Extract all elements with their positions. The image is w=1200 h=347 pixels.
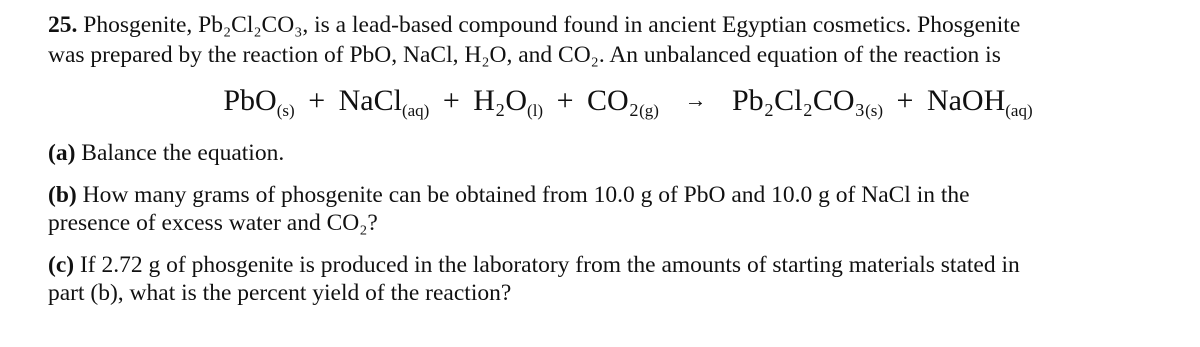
- part-b-line-1: How many grams of phosgenite can be obtained from 10.0 g of PbO and 10.0 g of NaCl in the: [82, 182, 970, 208]
- part-b-line-2: presence of excess water and CO₂?: [48, 210, 378, 236]
- problem-intro: [48, 10, 1188, 70]
- reactant-pbo: PbO$_{(s)}$: [223, 84, 295, 120]
- intro-line-1: Phosgenite, Pb₂Cl₂CO₃, is a lead-based compound found in ancient Egyptian cosmetics. Phosgenite: [83, 12, 1021, 38]
- part-c-label: (c): [48, 252, 75, 278]
- problem-25: [48, 10, 1188, 307]
- plus-sign: +: [896, 84, 914, 117]
- part-c-line-2: part (b), what is the percent yield of the reaction?: [48, 280, 512, 306]
- product-phosgenite: $Pb_2Cl_2CO_3_{(s)}$: [731, 84, 884, 120]
- plus-sign: +: [308, 84, 326, 117]
- part-c: [48, 251, 1188, 307]
- state-label: (aq): [1005, 101, 1033, 120]
- question-number: 25.: [48, 12, 78, 38]
- part-c-line-1: If 2.72 g of phosgenite is produced in the laboratory from the amounts of starting materials stated in: [79, 252, 1020, 278]
- state-label: (g): [639, 101, 659, 120]
- reaction-arrow-icon: →: [684, 87, 707, 112]
- reactant-h2o: $H_2O_{(l)}$: [473, 84, 544, 120]
- state-label: (aq): [401, 101, 430, 120]
- part-b-label: (b): [48, 182, 77, 208]
- state-label: (s): [865, 101, 884, 120]
- reactant-co2: $CO_2_{(g)}$: [587, 84, 659, 120]
- reactant-nacl: NaCl$_{(aq)}$: [338, 84, 430, 120]
- part-a-label: (a): [48, 140, 76, 166]
- part-a-text: Balance the equation.: [81, 140, 285, 166]
- product-naoh: NaOH$_{(aq)}$: [926, 84, 1033, 120]
- state-label: (s): [276, 101, 295, 120]
- plus-sign: +: [442, 84, 460, 117]
- part-a: [48, 139, 1188, 167]
- state-label: (l): [527, 101, 544, 120]
- plus-sign: +: [556, 84, 574, 117]
- part-b: [48, 181, 1188, 237]
- chemical-equation: [48, 80, 1188, 131]
- intro-line-2: was prepared by the reaction of PbO, NaCl, H₂O, and CO₂. An unbalanced equation of the reaction is: [48, 42, 1001, 68]
